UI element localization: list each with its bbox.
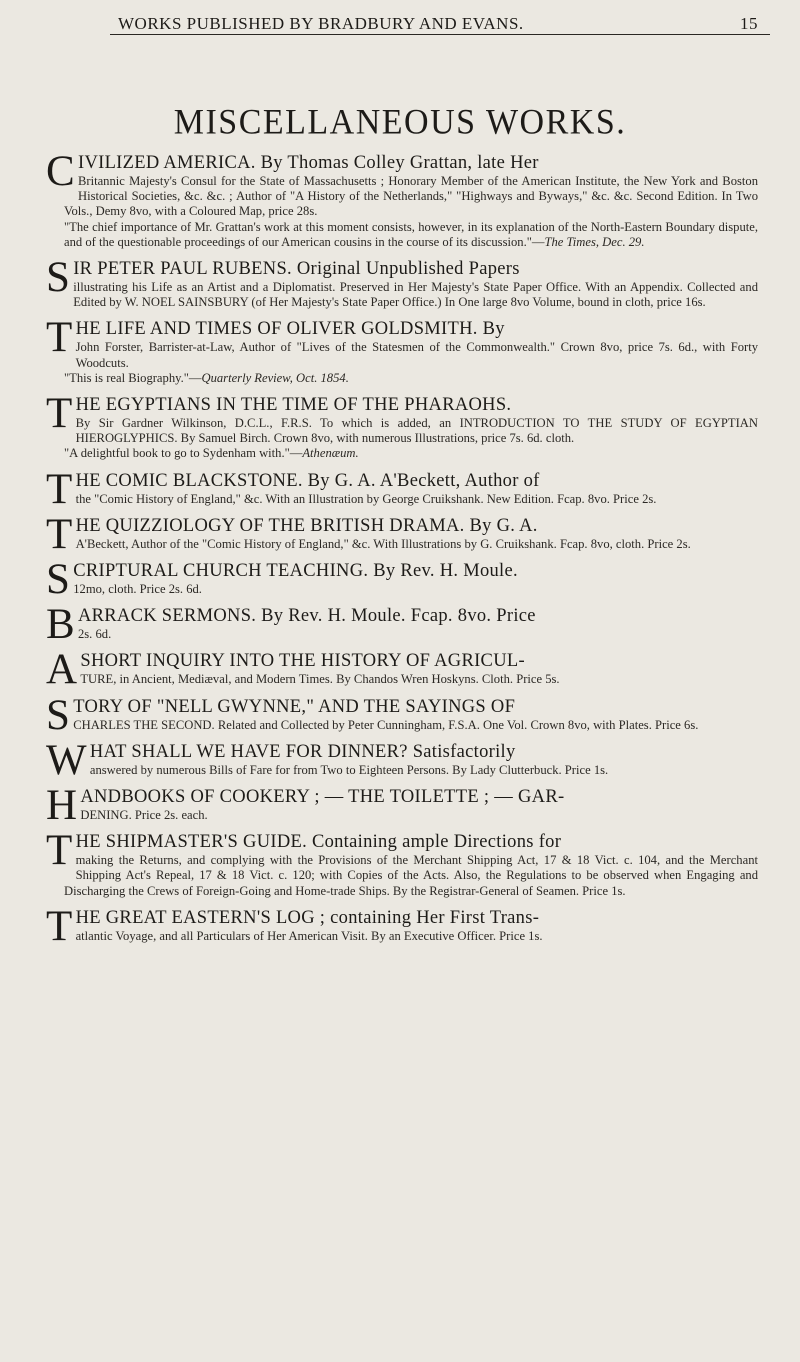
entry-description: making the Returns, and complying with the Provisions of the Merchant Shipping Act, 17 & 18 Vict. c. 104, and the Merchant Shipping Act's Repeal, 17 & 18 Vict. c. 120; with Copies of the Acts. Also, the Regulations to be observed when Engaging and Discharging the Crews of Foreign-Going and Home-trade Ships. By the Registrar-General of Seamen. Price 1s.	[64, 853, 758, 898]
entry-description: DENING. Price 2s. each.	[80, 808, 208, 823]
entry-title: CRIPTURAL CHURCH TEACHING. By Rev. H. Moule.	[73, 561, 518, 582]
list-item	[46, 390, 758, 462]
entry-title: HE COMIC BLACKSTONE. By G. A. A'Beckett, Author of	[75, 470, 540, 491]
entry-review	[64, 220, 758, 250]
entry-description: Britannic Majesty's Consul for the State of Massachusetts ; Honorary Member of the American Institute, the New York and Boston Historical Societies, &c. &c. ; Author of "A History of the Netherlands," "Highways and Byways," &c. &c. Second Edition. In Two Vols., Demy 8vo, with a Coloured Map, price 28s.	[64, 174, 758, 219]
entry-title: ARRACK SERMONS. By Rev. H. Moule. Fcap. 8vo. Price	[77, 606, 536, 627]
entry-review	[64, 446, 758, 461]
drop-capital: S	[46, 254, 71, 302]
entry-description: the "Comic History of England," &c. With an Illustration by George Cruikshank. New Edition. Fcap. 8vo. Price 2s.	[75, 491, 657, 506]
drop-capital: T	[46, 827, 73, 875]
drop-capital: T	[46, 510, 73, 558]
entry-description: CHARLES THE SECOND. Related and Collected by Peter Cunningham, F.S.A. One Vol. Crown 8vo, with Plates. Price 6s.	[73, 717, 699, 732]
entry-title: HAT SHALL WE HAVE FOR DINNER? Satisfactorily	[89, 741, 516, 762]
entry-title: HE LIFE AND TIMES OF OLIVER GOLDSMITH. By	[75, 319, 505, 340]
entry-title: TORY OF "NELL GWYNNE," AND THE SAYINGS OF	[73, 696, 516, 717]
running-head	[118, 8, 758, 34]
entry-title: IR PETER PAUL RUBENS. Original Unpublished Papers	[73, 259, 520, 280]
entry-title: HE EGYPTIANS IN THE TIME OF THE PHARAOHS.	[75, 395, 512, 416]
list-item	[46, 646, 758, 694]
list-item	[46, 510, 758, 558]
entry-heading	[46, 148, 758, 195]
entry-title: HE SHIPMASTER'S GUIDE. Containing ample Directions for	[75, 832, 562, 853]
entry-description: TURE, in Ancient, Mediæval, and Modern Times. By Chandos Wren Hoskyns. Cloth. Price 5s.	[80, 672, 560, 687]
header-rule	[110, 34, 770, 35]
review-quote: "A delightful book to go to Sydenham with."—	[64, 446, 303, 461]
drop-capital: C	[46, 148, 75, 195]
list-item	[46, 556, 758, 604]
review-source: Quarterly Review, Oct. 1854.	[201, 370, 349, 385]
drop-capital: S	[46, 556, 71, 604]
page-number: 15	[740, 14, 758, 33]
entry-description: 2s. 6d.	[77, 627, 112, 642]
entry-title: ANDBOOKS OF COOKERY ; — THE TOILETTE ; — GAR-	[80, 787, 565, 808]
list-item	[46, 827, 758, 899]
drop-capital: W	[46, 736, 87, 784]
review-quote: "This is real Biography."—	[64, 370, 202, 385]
list-item	[46, 691, 758, 739]
entry-review	[64, 371, 758, 386]
drop-capital: A	[46, 646, 78, 694]
entry-title: HE QUIZZIOLOGY OF THE BRITISH DRAMA. By G. A.	[75, 515, 538, 536]
entry-title: IVILIZED AMERICA. By Thomas Colley Grattan, late Her	[77, 153, 539, 173]
drop-capital: S	[46, 691, 71, 739]
review-source: Athenæum.	[302, 446, 359, 461]
list-item	[46, 465, 758, 513]
drop-capital: H	[46, 782, 78, 830]
drop-capital: T	[46, 902, 73, 950]
review-quote: "The chief importance of Mr. Grattan's work at this moment consists, however, in its explanation of the North-Eastern Boundary dispute, and of the questionable proceedings of our American cousins in the course of its discussion."—	[64, 219, 758, 249]
entries-list	[46, 148, 758, 952]
running-title: WORKS PUBLISHED BY BRADBURY AND EVANS.	[118, 14, 524, 33]
section-title: MISCELLANEOUS WORKS.	[173, 103, 627, 142]
entry-heading	[46, 827, 758, 875]
entry-title: SHORT INQUIRY INTO THE HISTORY OF AGRICUL-	[80, 651, 525, 672]
list-item	[46, 902, 758, 950]
entry-description: illustrating his Life as an Artist and a Diplomatist. Preserved in Her Majesty's State Paper Office. With an Appendix. Collected and Edited by W. NOEL SAINSBURY (of Her Majesty's State Paper Office.) In One large 8vo Volume, bound in cloth, price 16s.	[73, 280, 758, 310]
list-item	[46, 782, 758, 830]
entry-description: answered by numerous Bills of Fare for from Two to Eighteen Persons. By Lady Clutterbuck. Price 1s.	[89, 762, 609, 777]
drop-capital: T	[46, 314, 73, 362]
list-item	[46, 314, 758, 386]
entry-description: 12mo, cloth. Price 2s. 6d.	[73, 582, 202, 597]
entry-description: John Forster, Barrister-at-Law, Author of "Lives of the Statesmen of the Commonwealth." Crown 8vo, price 7s. 6d., with Forty Woodcuts.	[75, 340, 758, 370]
review-source: The Times, Dec. 29.	[544, 234, 645, 249]
drop-capital: T	[46, 390, 73, 438]
entry-title: HE GREAT EASTERN'S LOG ; containing Her First Trans-	[75, 907, 540, 928]
entry-description: atlantic Voyage, and all Particulars of Her American Visit. By an Executive Officer. Price 1s.	[75, 928, 543, 943]
entry-description: By Sir Gardner Wilkinson, D.C.L., F.R.S. To which is added, an INTRODUCTION TO THE STUDY OF EGYPTIAN HIEROGLYPHICS. By Samuel Birch. Crown 8vo, with numerous Illustrations, price 7s. 6d. cloth.	[75, 416, 758, 446]
drop-capital: B	[46, 601, 75, 649]
list-item	[46, 148, 758, 250]
entry-description: A'Beckett, Author of the "Comic History of England," &c. With Illustrations by G. Cruikshank. Fcap. 8vo, cloth. Price 2s.	[75, 536, 691, 551]
drop-capital: T	[46, 465, 73, 513]
list-item	[46, 601, 758, 649]
list-item	[46, 254, 758, 310]
list-item	[46, 736, 758, 784]
